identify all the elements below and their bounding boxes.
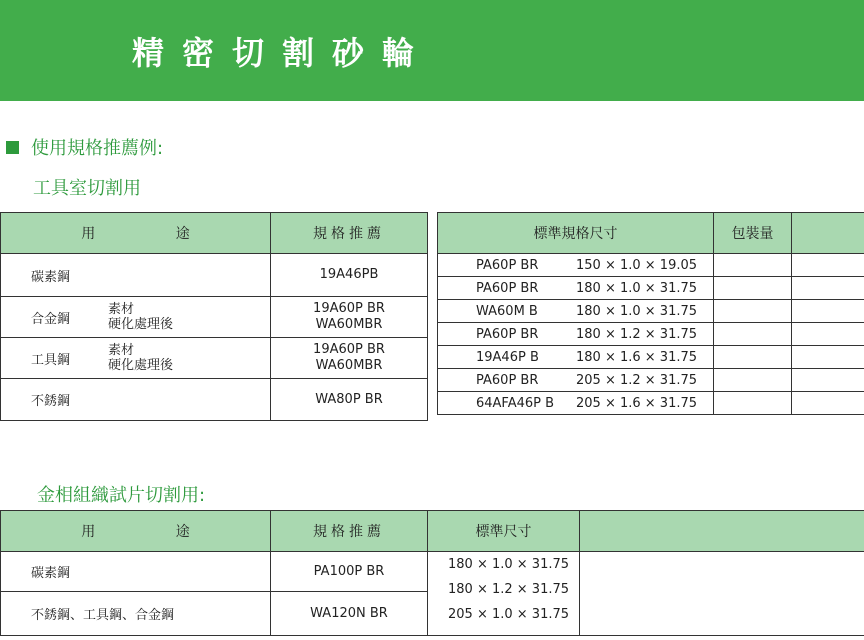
use-cell: 碳素鋼 bbox=[1, 552, 271, 592]
size-cell: 180 × 1.0 × 31.75 180 × 1.2 × 31.75 205 × 1.0 × 31.75 bbox=[428, 552, 580, 636]
square-bullet-icon bbox=[6, 141, 19, 154]
spec-cell: PA100P BR bbox=[271, 552, 428, 592]
extra-cell bbox=[580, 552, 864, 636]
table-row bbox=[438, 254, 864, 277]
extra-cell bbox=[792, 346, 864, 369]
package-cell bbox=[714, 392, 792, 415]
package-cell bbox=[714, 369, 792, 392]
header-standard-size: 標準規格尺寸 bbox=[438, 213, 714, 254]
section-heading bbox=[6, 134, 163, 160]
size-cell: PA60P BR 150 × 1.0 × 19.05 bbox=[438, 254, 714, 277]
extra-cell bbox=[792, 369, 864, 392]
page-title: 精密切割砂輪 bbox=[132, 34, 433, 72]
package-cell bbox=[714, 277, 792, 300]
use-cell: 碳素鋼 bbox=[1, 254, 271, 297]
extra-cell bbox=[792, 254, 864, 277]
spec-cell: WA120N BR bbox=[271, 592, 428, 636]
header-extra bbox=[792, 213, 864, 254]
size-cell: PA60P BR 180 × 1.2 × 31.75 bbox=[438, 323, 714, 346]
table-row bbox=[438, 277, 864, 300]
table-row bbox=[438, 323, 864, 346]
table-row bbox=[1, 297, 428, 338]
spec-cell: 19A60P BR WA60MBR bbox=[271, 338, 428, 379]
header-spec: 規格推薦 bbox=[271, 511, 428, 552]
table-row bbox=[438, 300, 864, 323]
table-row bbox=[1, 379, 428, 421]
spec-cell: WA80P BR bbox=[271, 379, 428, 421]
table-row bbox=[438, 346, 864, 369]
use-cell: 不銹鋼、工具鋼、合金鋼 bbox=[1, 592, 271, 636]
use-cell: 工具鋼 素材 硬化處理後 bbox=[1, 338, 271, 379]
header-spec: 規格推薦 bbox=[271, 213, 428, 254]
package-cell bbox=[714, 323, 792, 346]
use-cell: 不銹鋼 bbox=[1, 379, 271, 421]
section2-heading: 金相組織試片切割用: bbox=[37, 485, 206, 506]
spec-cell: 19A46PB bbox=[271, 254, 428, 297]
header-use: 用 途 bbox=[1, 213, 271, 254]
extra-cell bbox=[792, 277, 864, 300]
table-row bbox=[1, 552, 864, 592]
extra-cell bbox=[792, 392, 864, 415]
usage-spec-table bbox=[0, 212, 428, 421]
size-cell: WA60M B 180 × 1.0 × 31.75 bbox=[438, 300, 714, 323]
size-cell: PA60P BR 180 × 1.0 × 31.75 bbox=[438, 277, 714, 300]
section-subheading: 工具室切割用 bbox=[33, 178, 141, 199]
header-extra bbox=[580, 511, 864, 552]
header-standard-size: 標準尺寸 bbox=[428, 511, 580, 552]
table-row bbox=[1, 254, 428, 297]
size-cell: 19A46P B 180 × 1.6 × 31.75 bbox=[438, 346, 714, 369]
header-package: 包裝量 bbox=[714, 213, 792, 254]
extra-cell bbox=[792, 323, 864, 346]
spec-cell: 19A60P BR WA60MBR bbox=[271, 297, 428, 338]
size-cell: PA60P BR 205 × 1.2 × 31.75 bbox=[438, 369, 714, 392]
use-cell: 合金鋼 素材 硬化處理後 bbox=[1, 297, 271, 338]
package-cell bbox=[714, 346, 792, 369]
header-use: 用 途 bbox=[1, 511, 271, 552]
extra-cell bbox=[792, 300, 864, 323]
package-cell bbox=[714, 254, 792, 277]
section-heading-text: 使用規格推薦例: bbox=[31, 138, 164, 159]
metallographic-table bbox=[0, 510, 864, 636]
standard-size-table bbox=[437, 212, 864, 415]
title-banner bbox=[0, 0, 864, 101]
size-cell: 64AFA46P B 205 × 1.6 × 31.75 bbox=[438, 392, 714, 415]
package-cell bbox=[714, 300, 792, 323]
table-row bbox=[438, 392, 864, 415]
table-row bbox=[1, 338, 428, 379]
table-row bbox=[438, 369, 864, 392]
